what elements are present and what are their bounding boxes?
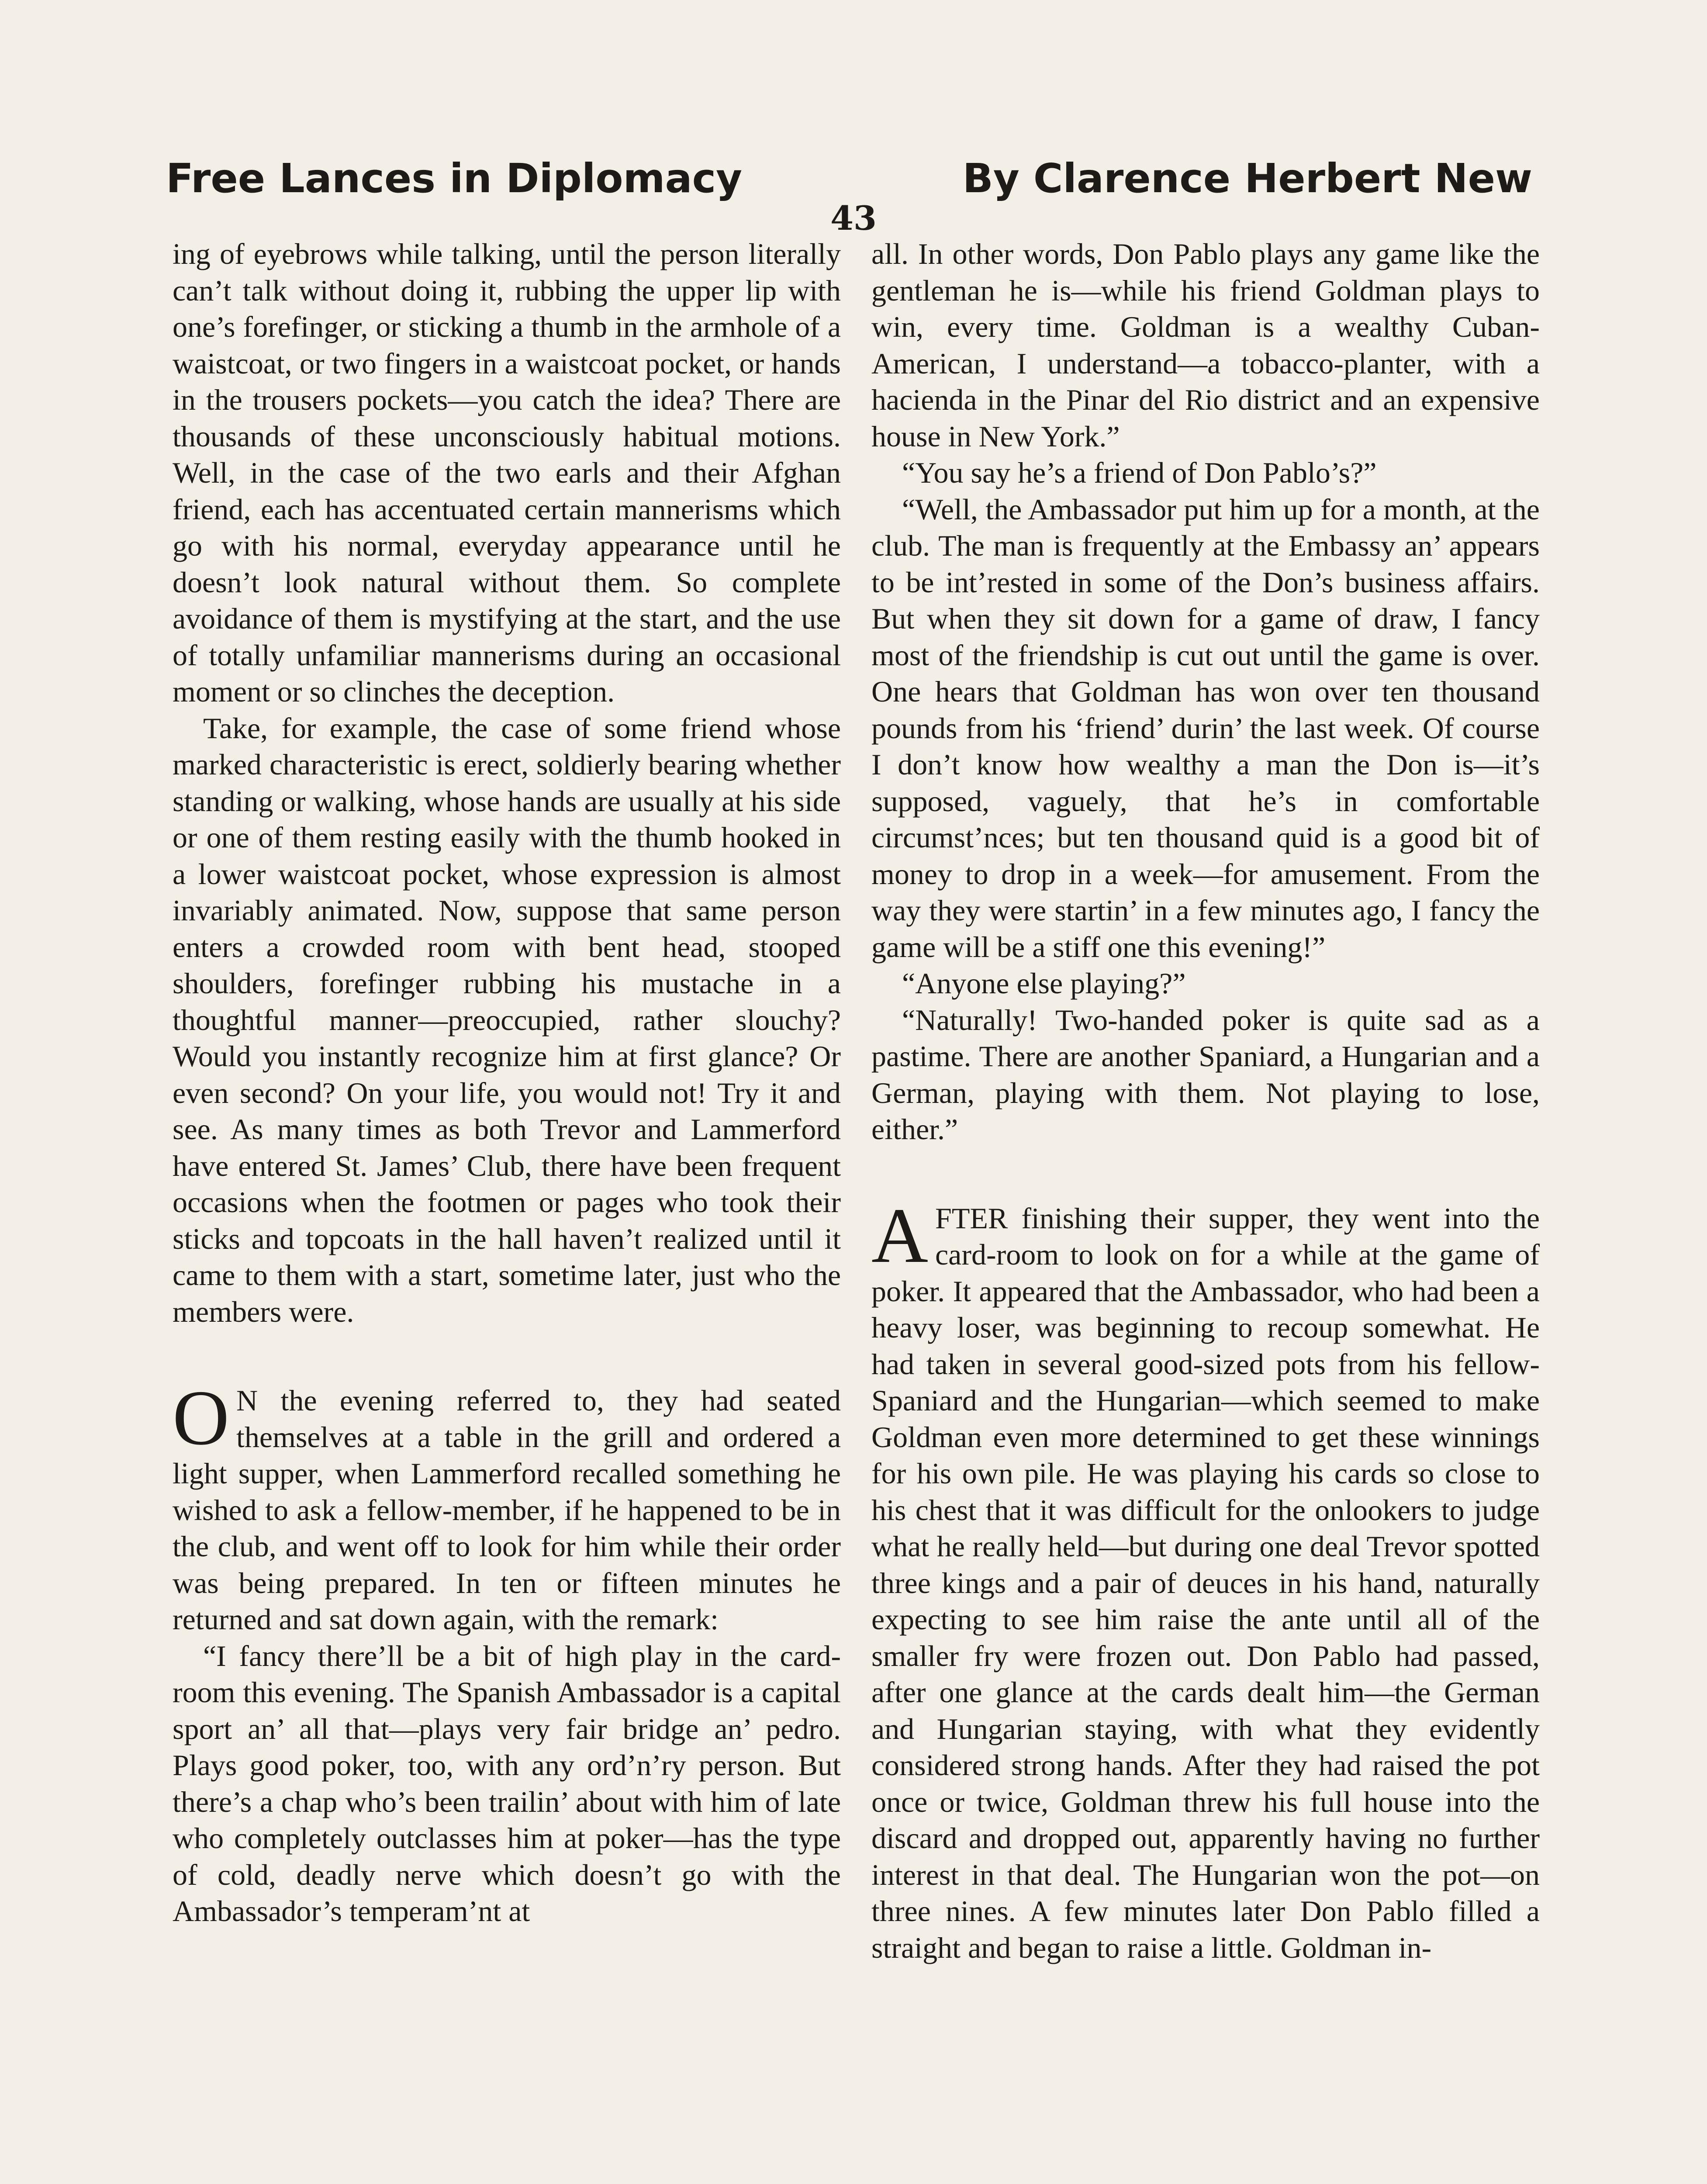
story-title: Free Lances in Diplomacy bbox=[166, 155, 743, 202]
paragraph: “Naturally! Two-handed poker is quite sad as a pastime. There are another Spaniard, a Hungarian and a German, playing with them. Not playing to lose, either.” bbox=[871, 1003, 1540, 1146]
paragraph: “I fancy there’ll be a bit of high play in the card-room this evening. The Spanish Ambassador is a capital sport an’ all that—plays very fair bridge an’ pedro. Plays good poker, too, with any ord’n’ry person. But there’s a chap who’s been trailin’ about with him of late who completely outclasses him at poker—has the type of cold, deadly nerve which doesn’t go with the Ambassador’s temperam’nt at bbox=[173, 1639, 841, 1928]
drop-cap: O bbox=[173, 1374, 229, 1461]
paragraph: all. In other words, Don Pablo plays any game like the gentleman he is—while his friend Goldman plays to win, every time. Goldman is a wealthy Cuban-American, I understand—a tobacco-planter, with a hacienda in the Pinar del Rio district and an expensive house in New York.” bbox=[871, 237, 1540, 453]
paragraph: ing of eyebrows while talking, until the person literally can’t talk without doing it, rubbing the upper lip with one’s forefinger, or sticking a thumb in the armhole of a waistcoat, or two fingers in a waistcoat pocket, or hands in the trousers pockets—you catch the idea? There are thousands of these unconsciously habitual motions. Well, in the case of the two earls and their Afghan friend, each has accentuated certain mannerisms which go with his normal, everyday appearance until he doesn’t look natural without them. So complete avoidance of them is mystifying at the start, and the use of totally unfamiliar mannerisms during an occasional moment or so clinches the deception. bbox=[173, 237, 841, 708]
paragraph-text: N the evening referred to, they had seated themselves at a table in the grill and ordered a light supper, when Lammerford recalled something he wished to ask a fellow-member, if he happened to be in the club, and went off to look for him while their order was being prepared. In ten or fifteen minutes he returned and sat down again, with the remark: bbox=[173, 1384, 841, 1636]
left-column bbox=[173, 236, 841, 1930]
paragraph-text: FTER finishing their supper, they went into the card-room to look on for a while at the game of poker. It appeared that the Ambassador, who had been a heavy loser, was beginning to recoup somewhat. He had taken in several good-sized pots from his fellow-Spaniard and the Hungarian—which seemed to make Goldman even more determined to get these winnings for his own pile. He was playing his cards so close to his chest that it was difficult for the onlookers to judge what he really held—but during one deal Trevor spotted three kings and a pair of deuces in his hand, naturally expecting to see him raise the ante until all of the smaller fry were frozen out. Don Pablo had passed, after one glance at the cards dealt him—the German and Hungarian staying, with what they evidently considered strong hands. After they had raised the pot once or twice, Goldman threw his full house into the discard and dropped out, apparently having no further interest in that deal. The Hungarian won the pot—on three nines. A few minutes later Don Pablo filled a straight and began to raise a little. Goldman in- bbox=[871, 1201, 1540, 1964]
drop-cap: A bbox=[871, 1192, 928, 1279]
paragraph: “Well, the Ambassador put him up for a month, at the club. The man is frequently at the Embassy an’ appears to be int’rested in some of the Don’s business affairs. But when they sit down for a game of draw, I fancy most of the friendship is cut out until the game is over. One hears that Goldman has won over ten thousand pounds from his ‘friend’ durin’ the last week. Of course I don’t know how wealthy a man the Don is—it’s supposed, vaguely, that he’s in comfortable circumst’nces; but ten thousand quid is a good bit of money to drop in a week—for amusement. From the way they were startin’ in a few minutes ago, I fancy the game will be a stiff one this evening!” bbox=[871, 492, 1540, 964]
paragraph: “You say he’s a friend of Don Pablo’s?” bbox=[902, 456, 1377, 489]
paragraph: Take, for example, the case of some friend whose marked characteristic is erect, soldierly bearing whether standing or walking, whose hands are usually at his side or one of them resting easily with the thumb hooked in a lower waistcoat pocket, whose expression is almost invariably animated. Now, suppose that same person enters a crowded room with bent head, stooped shoulders, forefinger rubbing his mustache in a thoughtful manner—preoccupied, rather slouchy? Would you instantly recognize him at first glance? Or even second? On your life, you would not! Try it and see. As many times as both Trevor and Lammerford have entered St. James’ Club, there have been frequent occasions when the footmen or pages who took their sticks and topcoats in the hall haven’t realized until it came to them with a start, sometime later, just who the members were. bbox=[173, 711, 841, 1328]
right-column bbox=[871, 236, 1540, 1966]
paragraph-with-dropcap bbox=[871, 1192, 1540, 1966]
author-byline: By Clarence Herbert New bbox=[962, 155, 1532, 202]
paragraph-with-dropcap bbox=[173, 1374, 841, 1638]
page-number: 43 bbox=[830, 199, 877, 238]
paragraph: “Anyone else playing?” bbox=[902, 967, 1186, 1000]
